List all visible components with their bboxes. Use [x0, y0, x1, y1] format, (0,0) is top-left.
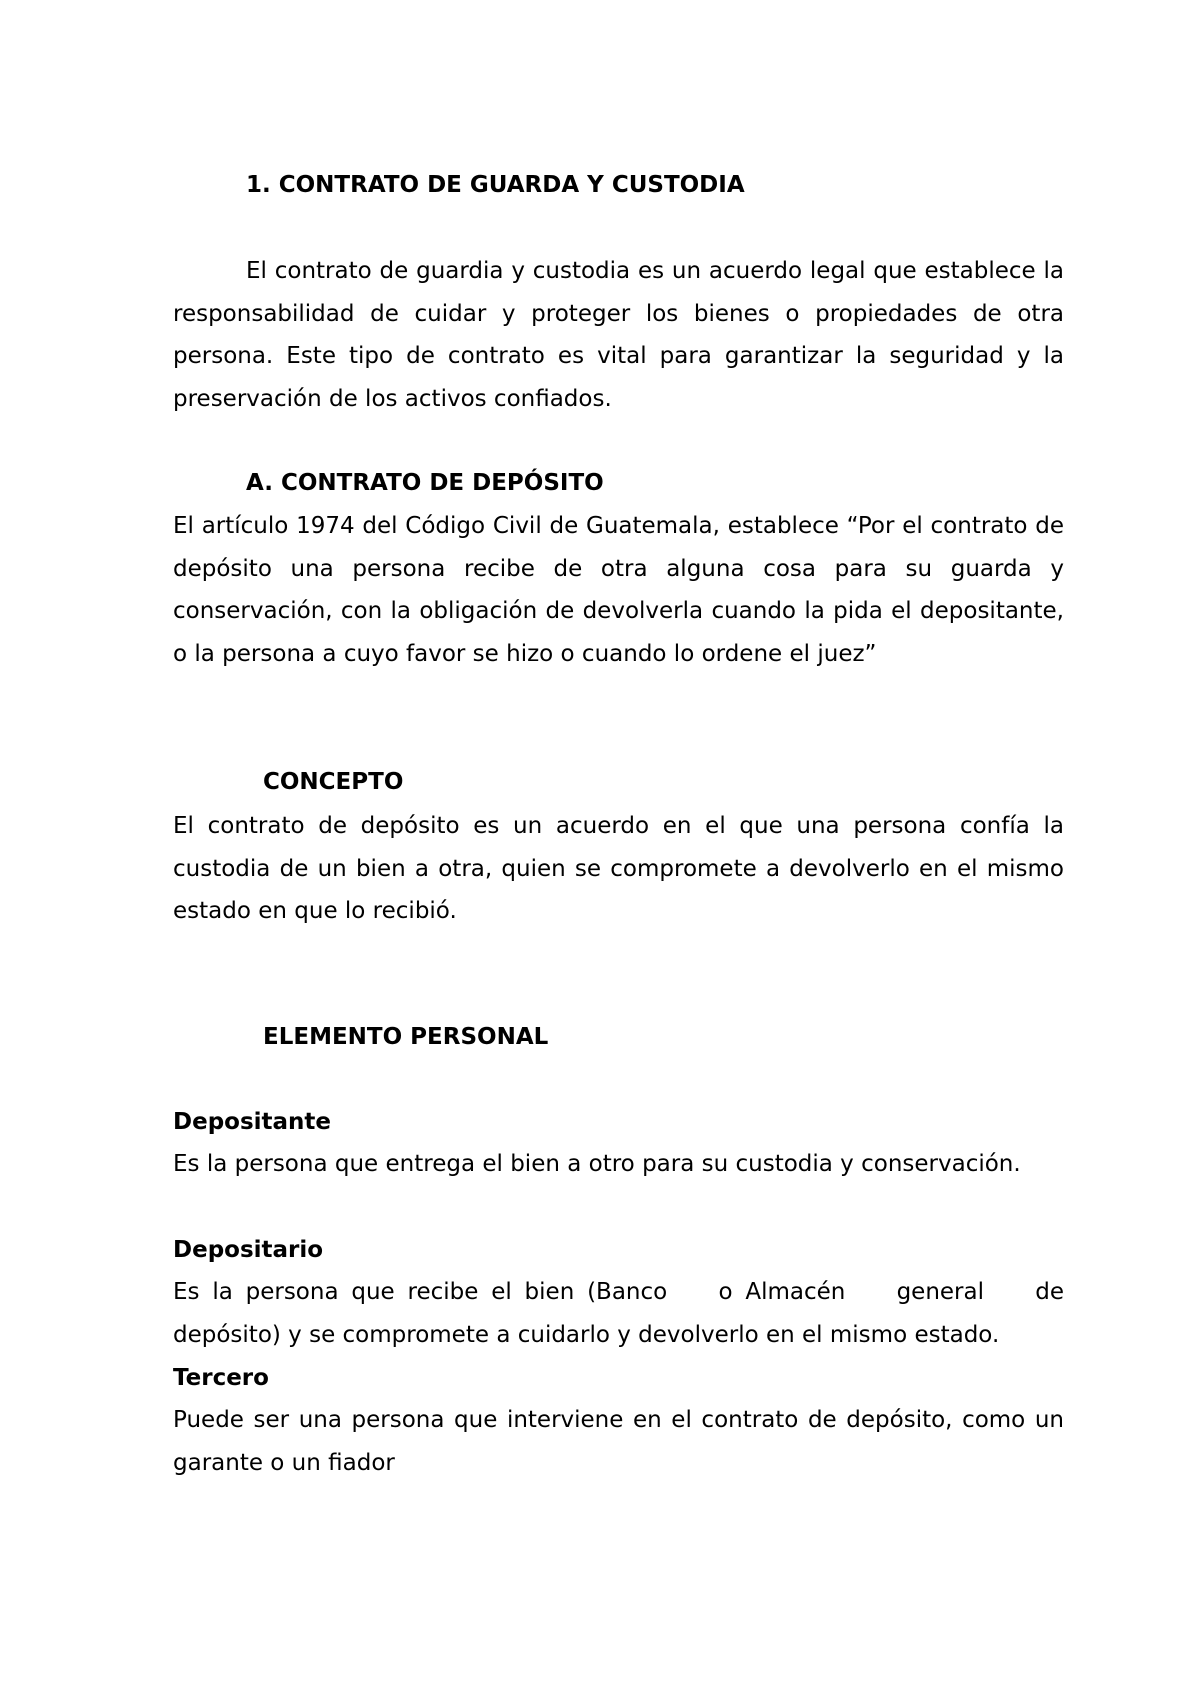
section-1-paragraph: El contrato de guardia y custodia es un acuerdo legal que establece la responsabilidad de cuidar y proteger los bienes o propiedades de otra persona. Este tipo de contrato es vital para garantizar la seguridad y la preservación de los activos confiados. [173, 258, 1064, 412]
section-1-heading: 1. CONTRATO DE GUARDA Y CUSTODIA [246, 172, 745, 198]
section-a-paragraph: El artículo 1974 del Código Civil de Guatemala, establece “Por el contrato de depósito una persona recibe de otra alguna cosa para su guarda y conservación, con la obligación de devolverla cuando la pida el depositante, o la persona a cuyo favor se hizo o cuando lo ordene el juez” [173, 513, 1064, 667]
depositario-term: Depositario [173, 1237, 324, 1263]
elemento-personal-heading: ELEMENTO PERSONAL [263, 1024, 549, 1050]
depositante-definition: Es la persona que entrega el bien a otro para su custodia y conservación. [173, 1151, 1021, 1177]
concepto-heading: CONCEPTO [263, 769, 404, 795]
tercero-definition: Puede ser una persona que interviene en el contrato de depósito, como un garante o un fiador [173, 1407, 1064, 1476]
concepto-paragraph: El contrato de depósito es un acuerdo en el que una persona confía la custodia de un bien a otra, quien se compromete a devolverlo en el mismo estado en que lo recibió. [173, 813, 1064, 924]
tercero-term: Tercero [173, 1365, 269, 1391]
depositario-definition: Es la persona que recibe el bien (Banco o Almacén general de depósito) y se compromete a cuidarlo y devolverlo en el mismo estado. [173, 1279, 1072, 1348]
depositante-term: Depositante [173, 1109, 332, 1135]
section-a-heading: A. CONTRATO DE DEPÓSITO [246, 470, 604, 496]
